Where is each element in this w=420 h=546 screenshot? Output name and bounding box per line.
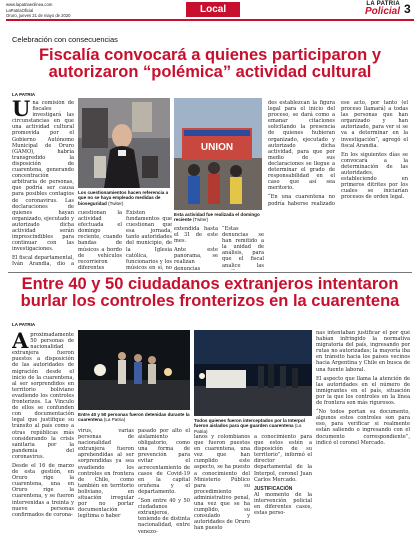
story1-col4-text: extendida hasta el 31 de este mes. <box>174 226 218 245</box>
story2-col3 <box>138 428 190 542</box>
story1-col2-text: cuestionan la actividad efectuada el domingo reciente, cuando bandas de músicos a bordo de vehículos recorrieron diferentes <box>78 210 122 270</box>
dateline: Oruro, jueves 21 de mayo de 2020 <box>6 13 71 18</box>
story1-caption1-text: Los cuestionamientos hacen referencia a que no se haya empleado medidas de bioseguridad <box>78 190 169 206</box>
story2-caption2-text: Todos quienes fueron interceptados por la Interpol fueron aislados para que guarden cuarentena <box>194 418 305 429</box>
photo2-image <box>174 98 262 210</box>
story1-caption2-credit: (Twiter) <box>192 217 209 223</box>
story1-col6c-text: En los siguientes días se convocará a la determinación de las autoridades, estableciendo en primeros ditrites por los cuales se iniciarían procesos de orden legal. <box>341 151 408 201</box>
social-handle: LaPatriaOficial <box>6 7 34 13</box>
story1-col6b-text: “En una cuarentena no podría haberse realizado ese acto, por tanto (el proceso llamará) a todas las personas que han organizado y han autorizado, para ver si se va a determinar en la investigación”, agregó el fiscal Arandia. <box>268 100 408 207</box>
story1-col1-text: na comisión de fiscales investigará las circunstancias en que una actividad cultural promovida por el Gobierno Autónomo Municipal de Oruro (GAMO), habría transgredido la disposición de cuarentena, generando concentración arbitraria de personas, que podría ser causa para posibles contagios de coronavirus. Las declaraciones de quienes hayan organizado, ejecutado y autorizado dicha actividad serán imprescindibles para continuar con las investigaciones. <box>12 100 74 253</box>
brand-bottom: Policial <box>364 6 400 17</box>
header-meta <box>6 2 70 19</box>
page-number: 3 <box>404 2 411 16</box>
story2-caption1 <box>78 412 190 423</box>
story1-source: LA PATRIA <box>12 92 36 97</box>
story1-caption2-text: Esta actividad fue realizada el domingo reciente <box>174 212 260 223</box>
story1-photo2 <box>174 98 262 210</box>
story2-col5-text: a conocimiento para que estos estén a disposición de su territorio”, informó el director departamental de la Interpol, coronel Juan Carlos Mercado. <box>254 434 312 483</box>
story2-caption2-credit: (La Patria) <box>194 423 302 434</box>
story1-kicker: Celebración con consecuencias <box>12 35 118 44</box>
story1-col6-text: des establezcan la figura legal para el inicio del proceso, se dará como a emanar citaciones solicitando la presencia de quienes hubieran organizado, ejecutado y autorizado dicha actividad, para que por medio de sus declaraciones se llegue a determinar el grado de responsabilidad en el caso que así sea meritorio. <box>268 100 335 192</box>
story1-col3 <box>126 210 172 270</box>
story1-col3-text: Existen fundamentos que cuestionan que esa jornada, tanto autoridades del municipio, de la Iglesia católica, funcionarios y los músicos en sí, no <box>126 210 172 270</box>
story2-col4 <box>194 434 250 542</box>
section-tab: Local <box>186 2 240 17</box>
story2-col6c-text: “No todos portan su documento, algunos estos controles son para eso, para verificar si realmente están saliendo o ingresando con el documento correspondiente”, indicó el coronel Mercado. <box>316 409 410 446</box>
story2-col1 <box>12 332 74 542</box>
story2-col6 <box>316 330 410 542</box>
photo2-banner-text: UNION <box>200 142 234 153</box>
story2-dropcap: A <box>12 332 29 353</box>
photo1-image <box>78 98 170 188</box>
story1-col1 <box>12 100 74 268</box>
story1-col1b-text: El fiscal departamental, Iván Arandia, dio a <box>12 255 74 268</box>
story2-col5b-text: Al momento de la intervención policial en diferentes casos, estas perso- <box>254 491 312 517</box>
story2-photo1 <box>78 330 190 410</box>
story2-col6b-text: El aspecto que llama la atención de las autoridades en el número de inmigrantes en el país, situación por la que los controles en la línea de frontera son más rigurosos. <box>316 375 410 407</box>
brand-logo <box>340 1 400 17</box>
story2-subhead: JUSTIFICACIÓN <box>254 485 293 492</box>
story1-col5 <box>222 226 264 270</box>
story2-caption1-text: Entre 40 y 50 personas fueron detenidas durante la cuarentena <box>78 412 190 423</box>
story2-caption1-credit: (La Patria) <box>103 417 126 423</box>
story1-col2 <box>78 210 122 270</box>
story1-col6 <box>268 100 408 270</box>
page-header <box>0 0 420 22</box>
story2-col2 <box>78 428 134 542</box>
story2-col6-text: nas intentaban justificar el por qué habían infringido la normativa migratoria del país, ingresando por rutas no autorizadas; la mayoría iba en tránsito hacia los países vecinos hacia Argentina y Chile en busca de una fuente laboral. <box>316 330 410 373</box>
story2-col2-text: virus, varias personas de nacionalidad extranjera fueron aprehendidas al ser sorprendidas ya sea evadiendo los controles en frontera de Chile, como también en territorio boliviano, en situación irregular por no portar documentación legítima o haber <box>78 428 134 520</box>
brand-top: LA PATRIA <box>366 1 400 7</box>
story1-caption1 <box>78 190 170 206</box>
story2-col1b-text: Desde el 16 de marzo de esta gestión, en Oruro rige la cuarentena, una en Oruro rige la cuarentena, y se fueron intervenidas a treinta y nueve personas confirmados de corona- <box>12 462 74 518</box>
story2-col1-text: proximadamente 50 personas de nacionalidad extranjera fueron puestos a disposición de las autoridades de migración desde el inicio de la cuarentena, al ser sorprendidos en territorio boliviano evadiendo los controles fronterizos. La Vinculo de ellos se confunden con documentación legal que justifique su tránsito al país como a otras repúblicas más considerando la crisis sanitaria por la pandemia del coronavirus. <box>12 332 74 460</box>
photo3-image <box>78 330 190 410</box>
story2-col4-text: lanos y colombianos que fueron puestos en cuarentena, una vez que han cumplido este aspecto, se ha puesto a conocimiento del Ministerio Público para su procedimiento administrativo penal, una vez que se ha cumplido, su consulado y autoridades de Oruro han puesto <box>194 434 250 532</box>
story-divider <box>8 272 412 273</box>
story1-caption1-credit: (Twiter) <box>108 200 124 206</box>
story2-col3b-text: “Son entre 40 y 50 ciudadanos extranjeros, teniendo de distinta nacionalidad, entre venezo- <box>138 498 190 535</box>
story1-dropcap: U <box>12 100 31 121</box>
story1-caption2 <box>174 212 264 223</box>
story2-col5 <box>254 434 312 542</box>
photo4-image <box>194 330 312 416</box>
story1-col5-text: “Estas denuncias se han remitido a la unidad de análisis, para que el fiscal analice las <box>222 226 264 269</box>
story2-source: LA PATRIA <box>12 322 36 327</box>
website-link[interactable]: www.lapatriaenlinea.com <box>6 2 53 7</box>
story1-headline: Fiscalía convocará a quienes participaron y autorizaron “polémica” actividad cultural <box>38 46 382 82</box>
story1-col4b-text: Ante este panorama, se realizan denuncias <box>174 247 218 270</box>
story2-headline: Entre 40 y 50 ciudadanos extranjeros intentaron burlar los controles fronterizos en la cuarentena <box>20 275 400 311</box>
story2-photo2 <box>194 330 312 416</box>
story1-col4 <box>174 226 218 270</box>
story2-col3-text: pasado por alto el aislamiento obligatorio, como una forma de prevención para evitar el acrecentamiento de casos de Covid-19 en la capital oruñena y el departamento. <box>138 428 190 495</box>
story1-photo1 <box>78 98 170 188</box>
header-rule <box>6 19 414 21</box>
story2-caption2 <box>194 418 312 434</box>
